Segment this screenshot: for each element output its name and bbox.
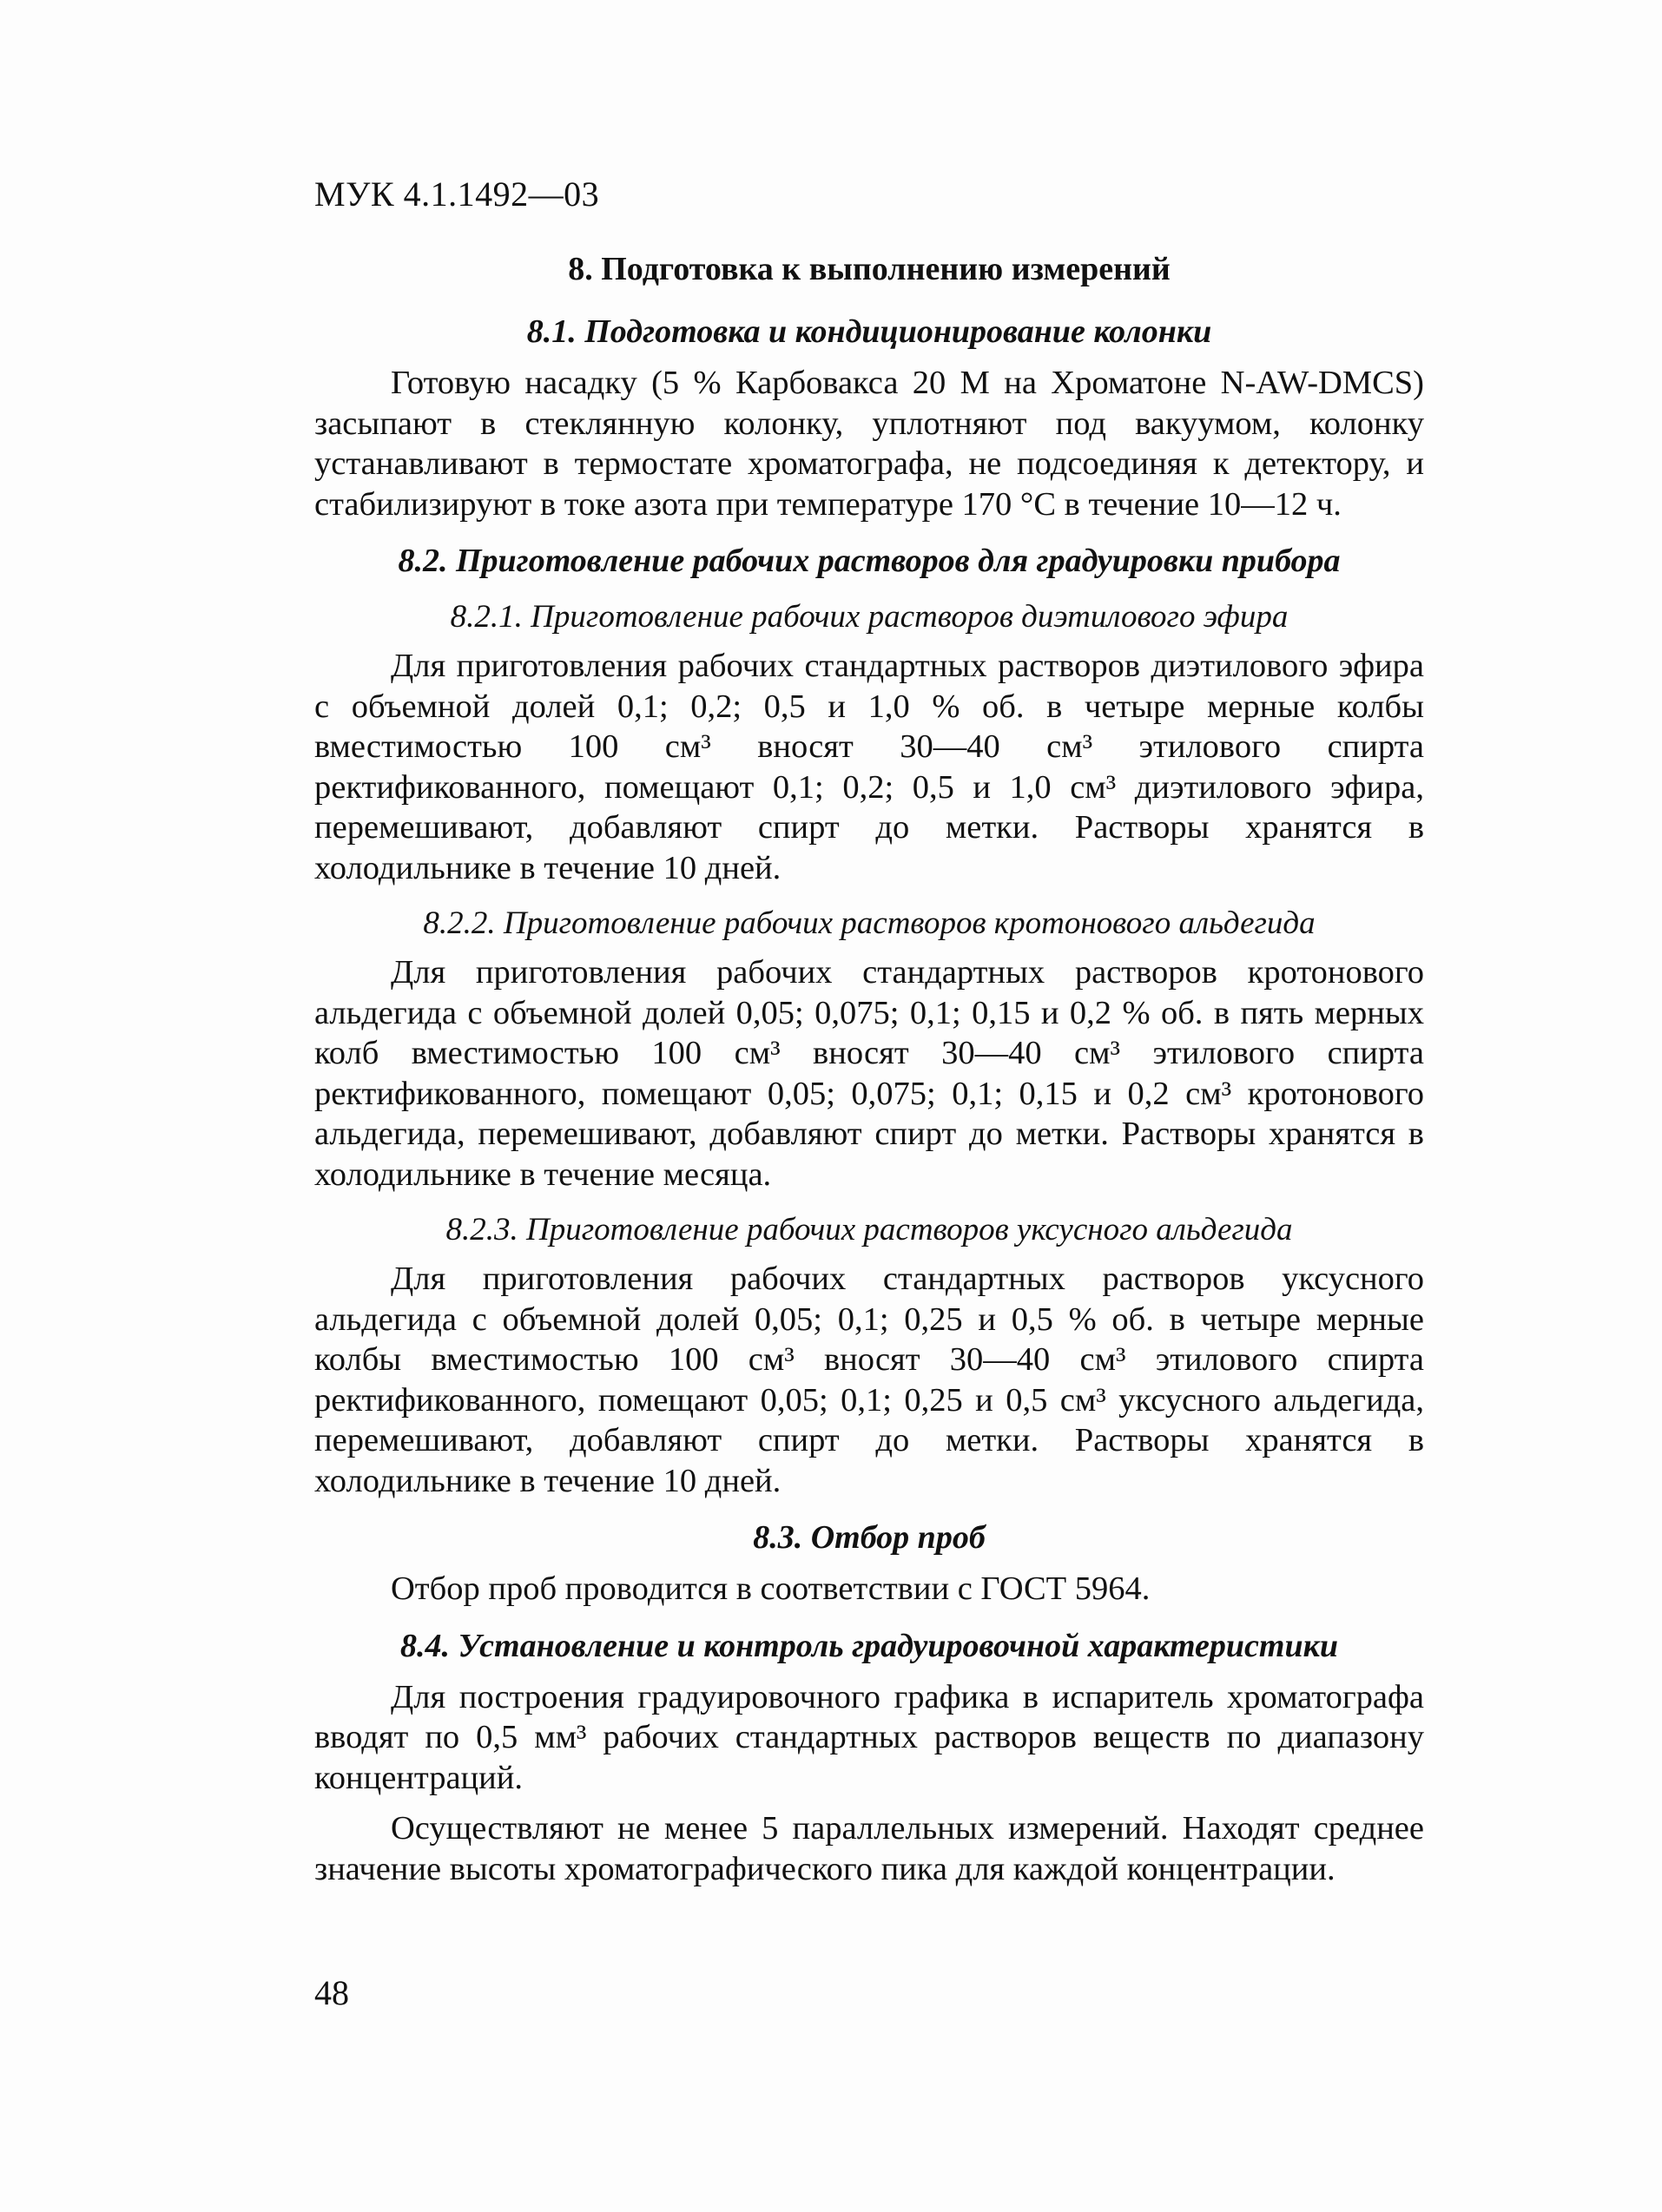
paragraph-diethyl-ether-solutions: Для приготовления рабочих стандартных растворов диэтилового эфира с объемной долей 0,1; 0,2; 0,5 и 1,0 % об. в четыре мерные колбы вместимостью 100 см³ вносят 30—40 см³ этилового спирта ректификованного, помещают 0,1; 0,2; 0,5 и 1,0 см³ диэтилового эфира, перемешивают, добавляют спирт до метки. Растворы хранятся в холодильнике в течение 10 дней. — [314, 648, 1424, 886]
document-code-header: МУК 4.1.1492—03 — [314, 174, 600, 214]
paragraph-sampling: Отбор проб проводится в соответствии с ГОСТ 5964. — [391, 1570, 1151, 1607]
paragraph-column-conditioning: Готовую насадку (5 % Карбовакса 20 М на Хроматоне N-AW-DMCS) засыпают в стеклянную колонку, уплотняют под вакуумом, колонку устанавливают в термостате хроматографа, не подсоединяя к детектору, и стабилизируют в токе азота при температуре 170 °С в течение 10—12 ч. — [314, 365, 1424, 523]
subsection-heading-8-1: 8.1. Подготовка и кондиционирование колонки — [526, 313, 1212, 350]
paragraph-acetaldehyde-solutions: Для приготовления рабочих стандартных растворов уксусного альдегида с объемной долей 0,05; 0,1; 0,25 и 0,5 % об. в четыре мерные колбы вместимостью 100 см³ вносят 30—40 см³ этилового спирта ректификованного, помещают 0,05; 0,1; 0,25 и 0,5 см³ уксусного альдегида, перемешивают, добавляют спирт до метки. Растворы хранятся в холодильнике в течение 10 дней. — [314, 1261, 1424, 1499]
subsection-heading-8-2-2: 8.2.2. Приготовление рабочих растворов кротонового альдегида — [423, 905, 1316, 941]
paragraph-parallel-measurements: Осуществляют не менее 5 параллельных измерений. Находят среднее значение высоты хроматографического пика для каждой концентрации. — [314, 1810, 1424, 1887]
subsection-heading-8-2-1: 8.2.1. Приготовление рабочих растворов диэтилового эфира — [450, 599, 1289, 635]
subsection-heading-8-2-3: 8.2.3. Приготовление рабочих растворов уксусного альдегида — [445, 1212, 1293, 1248]
subsection-heading-8-3: 8.3. Отбор проб — [753, 1519, 986, 1556]
subsection-heading-8-2: 8.2. Приготовление рабочих растворов для градуировки прибора — [398, 543, 1341, 579]
page-number: 48 — [314, 1973, 349, 2012]
document-body — [314, 243, 1424, 1899]
subsection-heading-8-4: 8.4. Установление и контроль градуировочной характеристики — [400, 1627, 1338, 1664]
section-heading-8: 8. Подготовка к выполнению измерений — [568, 251, 1171, 287]
paragraph-calibration-graph: Для построения градуировочного графика в испаритель хроматографа вводят по 0,5 мм³ рабочих стандартных растворов веществ по диапазону концентраций. — [314, 1678, 1424, 1796]
paragraph-crotonaldehyde-solutions: Для приготовления рабочих стандартных растворов кротонового альдегида с объемной долей 0,05; 0,075; 0,1; 0,15 и 0,2 % об. в пять мерных колб вместимостью 100 см³ вносят 30—40 см³ этилового спирта ректификованного, помещают 0,05; 0,075; 0,1; 0,15 и 0,2 см³ кротонового альдегида, перемешивают, добавляют спирт до метки. Растворы хранятся в холодильнике в течение месяца. — [314, 954, 1424, 1193]
